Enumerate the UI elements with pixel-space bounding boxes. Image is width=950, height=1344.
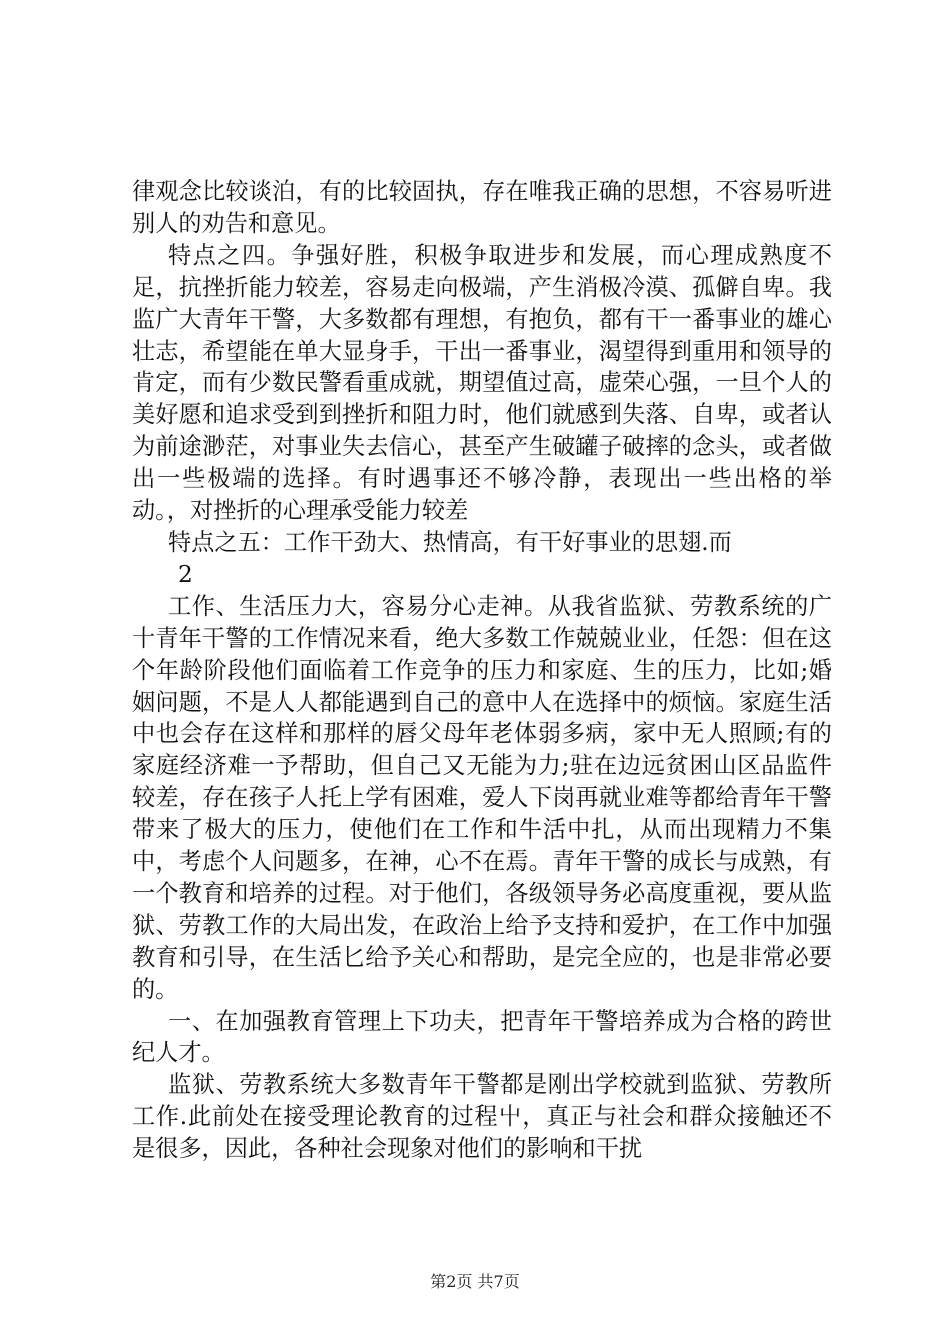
paragraph-6: 监狱、劳教系统大多数青年干警都是刚出学校就到监狱、劳教所工作.此前处在接受理论教育的过程屮，真正与社会和群众接触还不是很多，因此，各种社会现象对他们的影响和干扰 bbox=[132, 1071, 832, 1163]
paragraph-5: 一、在加强教育管理上下功夫，把青年干警培养成为合格的跨世纪人才。 bbox=[132, 1007, 832, 1067]
page-footer bbox=[0, 1272, 950, 1292]
inline-marker: 2 bbox=[178, 560, 193, 588]
paragraph-3: 特点之五：工作干劲大、热情高，有干好事业的思翅.而 bbox=[168, 528, 732, 556]
paragraph-2: 特点之四。争强好胜，积极争取进步和发展，而心理成熟度不足，抗挫折能力较差，容易走向极端，产生消极冷漠、孤僻自卑。我监广大青年干警，大多数都有理想，有抱负，都有干一番事业的雄心壮志，希望能在单大显身手，干出一番事业，渴望得到重用和领导的肯定，而有少数民警看重成就，期望值过高，虚荣心强，一旦个人的美好愿和追求受到到挫折和阻力时，他们就感到失落、自卑，或者认为前途渺茫，对事业失去信心，甚至产生破罐子破摔的念头，或者做出一些极端的选择。有时遇事还不够冷静，表现出一些出格的举动。，对挫折的心理承受能力较差 bbox=[132, 241, 832, 525]
paragraph-4: 工作、生活压力大，容易分心走神。从我省监狱、劳教系统的广十青年干警的工作情况来看，绝大多数工作兢兢业业，任怨：但在这个年龄阶段他们面临着工作竞争的压力和家庭、生的压力，比如;婚姻问题，不是人人都能遇到自己的意中人在选择中的烦恼。家庭生活中也会存在这样和那样的唇父母年老体弱多病，家中无人照顾;有的家庭经济难一予帮助，但自己又无能为力;驻在边远贫困山区品监件较差，存在孩子人托上学有困难，爱人下岗再就业难等都给青年干警带来了极大的压力，使他们在工作和牛活中扎，从而出现精力不集中，考虑个人问题多，在神，心不在焉。青年干警的成长与成熟，有一个教育和培养的过程。对于他们，各级领导务必高度重视，要从监狱、劳教工作的大局出发，在政治上给予支持和爱护，在工作中加强教育和引导，在生活匕给予关心和帮助，是完全应的，也是非常必要的。 bbox=[132, 592, 832, 1003]
paragraph-1: 律观念比较谈泊，有的比较固执，存在唯我正确的思想，不容易听进别人的劝告和意见。 bbox=[132, 178, 832, 237]
page-number: 第2页 共7页 bbox=[430, 1272, 520, 1291]
document-body bbox=[132, 176, 832, 1165]
